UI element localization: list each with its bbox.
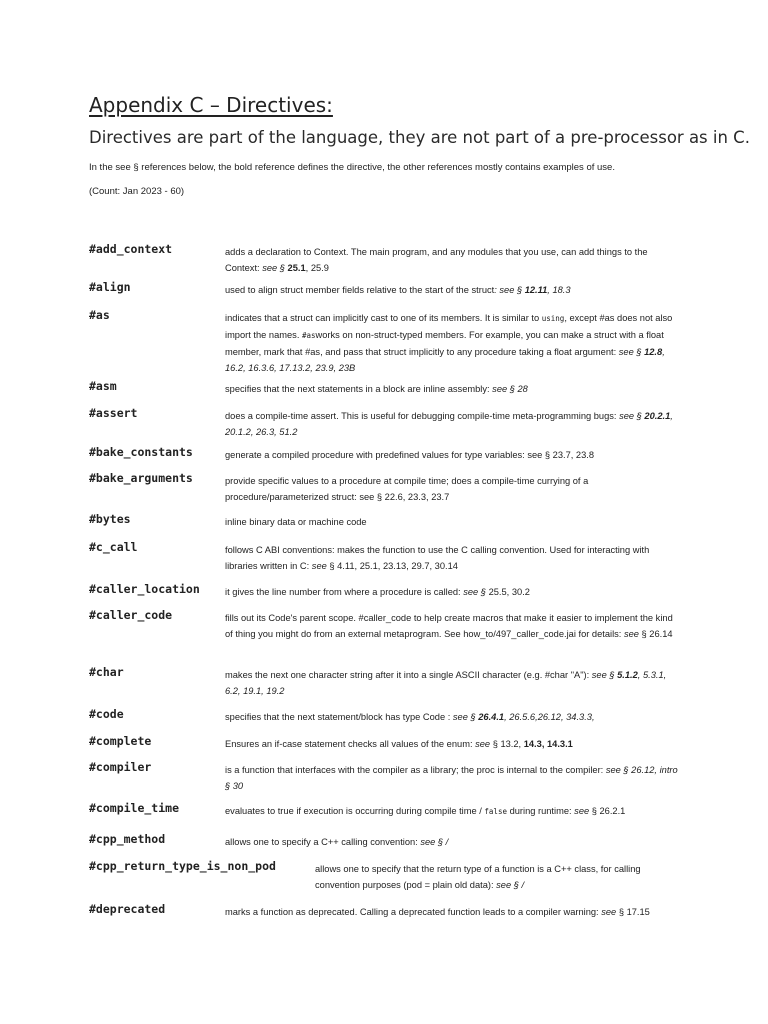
directive-description: specifies that the next statements in a block are inline assembly: see § 28 <box>225 384 528 394</box>
directive-name: #complete <box>89 734 152 748</box>
directive-description: is a function that interfaces with the compiler as a library; the proc is internal to the compiler: see § 26.12, intro § 30 <box>225 765 678 791</box>
directive-name: #bytes <box>89 512 131 526</box>
directive-description: provide specific values to a procedure at compile time; does a compile-time currying of a procedure/parameterized struct: see § 22.6, 23.3, 23.7 <box>225 476 589 502</box>
directive-name: #assert <box>89 406 138 420</box>
directive-name: #char <box>89 665 124 679</box>
directive-description: does a compile-time assert. This is useful for debugging compile-time meta-programming bugs: see § 20.2.1, 20.1.2, 26.3, 51.2 <box>225 411 673 437</box>
directive-name: #code <box>89 707 124 721</box>
directive-description: follows C ABI conventions: makes the function to use the C calling convention. Used for interacting with libraries written in C: see § 4.11, 25.1, 23.13, 29.7, 30.14 <box>225 545 650 571</box>
directive-description: marks a function as deprecated. Calling a deprecated function leads to a compiler warning: see § 17.15 <box>225 907 650 917</box>
directive-name: #bake_arguments <box>89 471 193 485</box>
directive-name: #cpp_return_type_is_non_pod <box>89 859 276 873</box>
count-note: (Count: Jan 2023 - 60) <box>89 186 185 197</box>
directive-name: #compile_time <box>89 801 180 815</box>
directive-description: inline binary data or machine code <box>225 517 367 527</box>
directive-description: Ensures an if-case statement checks all values of the enum: see § 13.2, 14.3, 14.3.1 <box>225 739 573 749</box>
directive-description: fills out its Code's parent scope. #caller_code to help create macros that make it easier to implement the kind of thing you might do from an external metaprogram. See how_to/497_caller_code.jai for details: see § 26.14 <box>225 613 673 639</box>
directive-name: #caller_code <box>89 608 173 622</box>
directive-description: indicates that a struct can implicitly cast to one of its members. It is similar to using, except #as does not also import the names. #asworks on non-struct-typed members. For example, you can make a struct with a float member, mark that #as, and pass that struct implicitly to any procedure taking a float argument: see § 12.8, 16.2, 16.3.6, 17.13.2, 23.9, 23B <box>225 313 673 373</box>
directive-description: allows one to specify that the return type of a function is a C++ class, for calling convention purposes (pod = plain old data): see § / <box>315 864 641 890</box>
directive-name: #as <box>89 308 110 322</box>
directive-description: specifies that the next statement/block has type Code : see § 26.4.1, 26.5.6,26.12, 34.3.3, <box>225 712 595 722</box>
directive-name: #add_context <box>89 242 173 256</box>
directive-name: #asm <box>89 379 117 393</box>
directive-description: makes the next one character string after it into a single ASCII character (e.g. #char "A"): see § 5.1.2, 5.3.1, 6.2, 19.1, 19.2 <box>225 670 667 696</box>
page-subtitle: Directives are part of the language, they are not part of a pre-processor as in C. <box>89 128 750 147</box>
directive-name: #caller_location <box>89 582 200 596</box>
directive-name: #bake_constants <box>89 445 193 459</box>
page-title: Appendix C – Directives: <box>89 93 333 117</box>
intro-paragraph: In the see § references below, the bold reference defines the directive, the other references mostly contains examples of use. <box>89 162 615 173</box>
directive-description: adds a declaration to Context. The main program, and any modules that you use, can add things to the Context: see § 25.1, 25.9 <box>225 247 648 273</box>
directive-name: #align <box>89 280 131 294</box>
directive-description: evaluates to true if execution is occurring during compile time / false during runtime: see § 26.2.1 <box>225 806 626 816</box>
directive-description: it gives the line number from where a procedure is called: see § 25.5, 30.2 <box>225 587 530 597</box>
directive-description: generate a compiled procedure with predefined values for type variables: see § 23.7, 23.8 <box>225 450 595 460</box>
directive-name: #compiler <box>89 760 152 774</box>
directive-name: #c_call <box>89 540 138 554</box>
directive-description: used to align struct member fields relative to the start of the struct: see § 12.11, 18.3 <box>225 285 571 295</box>
directive-name: #deprecated <box>89 902 166 916</box>
directive-description: allows one to specify a C++ calling convention: see § / <box>225 837 449 847</box>
directive-name: #cpp_method <box>89 832 166 846</box>
